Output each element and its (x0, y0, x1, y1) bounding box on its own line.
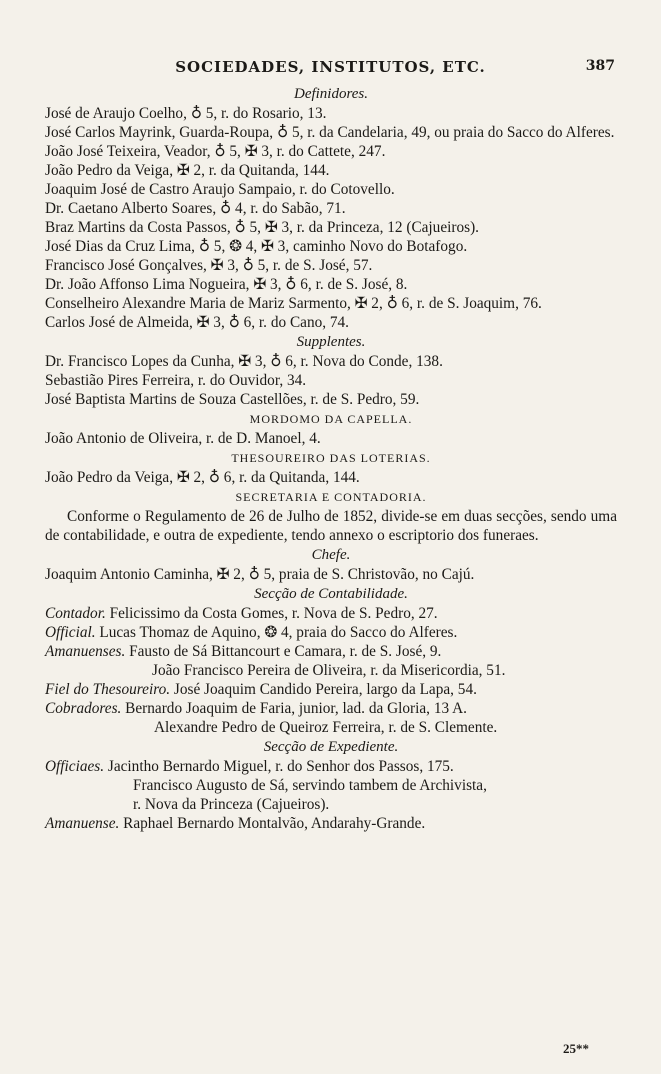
entry-text: Lucas Thomaz de Aquino, ❂ 4, praia do Sacco do Alferes. (95, 624, 458, 641)
entry-label: Officiaes. (45, 758, 105, 775)
entry-line: Conselheiro Alexandre Maria de Mariz Sarmento, ✠ 2, ♁ 6, r. de S. Joaquim, 76. (45, 295, 542, 312)
section-title: THESOUREIRO DAS LOTERIAS. (231, 451, 431, 465)
entry-text: José Joaquim Candido Pereira, largo da Lapa, 54. (170, 681, 477, 698)
entry-text: Bernardo Joaquim de Faria, junior, lad. da Gloria, 13 A. (121, 700, 467, 717)
entry-label: Contador. (45, 605, 106, 622)
entry-line: Dr. João Affonso Lima Nogueira, ✠ 3, ♁ 6, r. de S. José, 8. (45, 276, 408, 293)
entry-line: Braz Martins da Costa Passos, ♁ 5, ✠ 3, r. da Princeza, 12 (Cajueiros). (45, 219, 479, 236)
entry-label: Fiel do Thesoureiro. (45, 681, 171, 698)
entry-continuation: Francisco Augusto de Sá, servindo tambem de Archivista, (133, 777, 487, 794)
entry-text: Felicissimo da Costa Gomes, r. Nova de S. Pedro, 27. (105, 605, 438, 622)
section-heading: Chefe. (311, 547, 351, 563)
section-title: SECRETARIA E CONTADORIA. (235, 490, 427, 504)
entry-line: Joaquim José de Castro Araujo Sampaio, r. do Cotovello. (45, 181, 395, 198)
entry-line: José de Araujo Coelho, ♁ 5, r. do Rosario, 13. (45, 105, 327, 122)
page-header (0, 58, 661, 82)
printer-signature: 25** (563, 1041, 589, 1056)
labeled-entry (45, 757, 617, 776)
entry-line: Carlos José de Almeida, ✠ 3, ♁ 6, r. do Cano, 74. (45, 314, 350, 331)
entry-continuation: Alexandre Pedro de Queiroz Ferreira, r. de S. Clemente. (154, 719, 498, 736)
labeled-entry (45, 604, 617, 623)
page-number: 387 (585, 58, 615, 74)
labeled-entry (45, 642, 617, 661)
section-title: MORDOMO DA CAPELLA. (249, 412, 413, 426)
section-heading: Supplentes. (296, 334, 366, 350)
section-heading: Definidores. (293, 86, 369, 102)
entry-line: João Antonio de Oliveira, r. de D. Manoel, 4. (45, 430, 321, 447)
entry-label: Amanuenses. (45, 643, 126, 660)
entry-continuation: João Francisco Pereira de Oliveira, r. da Misericordia, 51. (152, 662, 506, 679)
entry-label: Official. (45, 624, 96, 641)
entry-line: João Pedro da Veiga, ✠ 2, r. da Quitanda, 144. (45, 162, 330, 179)
entry-label: Amanuense. (45, 815, 120, 832)
entry-line: Sebastião Pires Ferreira, r. do Ouvidor, 34. (45, 372, 307, 389)
entry-text: Fausto de Sá Bittancourt e Camara, r. de S. José, 9. (125, 643, 442, 660)
entry-text: Raphael Bernardo Montalvão, Andarahy-Grande. (119, 815, 426, 832)
labeled-entry (45, 814, 617, 833)
section-heading: Secção de Expediente. (263, 739, 399, 755)
entry-line: José Baptista Martins de Souza Castellões, r. de S. Pedro, 59. (45, 391, 420, 408)
entry-line: João Pedro da Veiga, ✠ 2, ♁ 6, r. da Quitanda, 144. (45, 469, 360, 486)
labeled-entry (45, 623, 617, 642)
entry-line: José Dias da Cruz Lima, ♁ 5, ❂ 4, ✠ 3, caminho Novo do Botafogo. (45, 238, 468, 255)
entry-line: José Carlos Mayrink, Guarda-Roupa, ♁ 5, r. da Candelaria, 49, ou praia do Sacco do Alferes. (45, 124, 615, 141)
page-body (45, 84, 617, 833)
entry-label: Cobradores. (45, 700, 122, 717)
labeled-entry (45, 680, 617, 699)
labeled-entry (45, 699, 617, 718)
entry-line: João José Teixeira, Veador, ♁ 5, ✠ 3, r. do Cattete, 247. (45, 143, 386, 160)
running-title: SOCIEDADES, INSTITUTOS, ETC. (175, 58, 486, 76)
section-heading: Secção de Contabilidade. (254, 586, 408, 602)
paragraph: Conforme o Regulamento de 26 de Julho de 1852, divide-se em duas secções, sendo uma de contabilidade, e outra de expediente, tendo annexo o escriptorio dos funeraes. (45, 508, 617, 544)
entry-continuation: r. Nova da Princeza (Cajueiros). (133, 796, 330, 813)
entry-line: Dr. Francisco Lopes da Cunha, ✠ 3, ♁ 6, r. Nova do Conde, 138. (45, 353, 443, 370)
entry-line: Francisco José Gonçalves, ✠ 3, ♁ 5, r. de S. José, 57. (45, 257, 373, 274)
entry-text: Jacintho Bernardo Miguel, r. do Senhor dos Passos, 175. (104, 758, 454, 775)
entry-line: Joaquim Antonio Caminha, ✠ 2, ♁ 5, praia de S. Christovão, no Cajú. (45, 566, 475, 583)
entry-line: Dr. Caetano Alberto Soares, ♁ 4, r. do Sabão, 71. (45, 200, 346, 217)
